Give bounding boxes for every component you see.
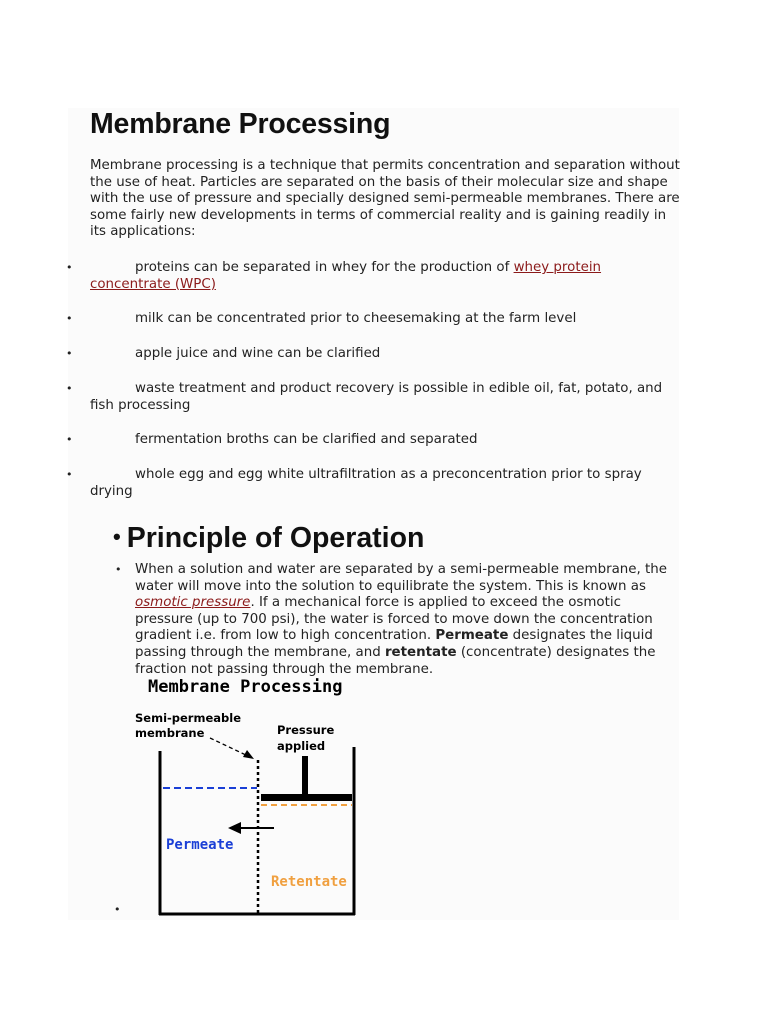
permeate-term: Permeate [435, 628, 509, 644]
flow-arrow-icon [228, 822, 241, 834]
bullet-icon: • [114, 903, 121, 916]
list-item [66, 346, 680, 363]
intro-paragraph: Membrane processing is a technique that permits concentration and separation without the use of heat. Particles are separated on the basis of their molecular size and shape with the use of pressure and specially designed semi-permeable membranes. There are some fairly new developments in terms of commercial reality and is gaining readily in its applications: [90, 158, 680, 240]
pressure-label-line2: applied [277, 739, 326, 753]
principle-heading: Principle of Operation [126, 522, 425, 554]
list-item [66, 311, 680, 328]
bullet-icon: • [66, 381, 73, 395]
list-item [66, 467, 680, 500]
principle-paragraph: • When a solution and water are separated by a semi-permeable membrane, the water will move into the solution to equilibrate the system. This is known as osmotic pressure. If a mechanical force is applied to exceed the osmotic pressure (up to 700 psi), the water is forced to move down the concentration gradient i.e. from low to high concentration. Permeate designates the liquid passing through the membrane, and retentate (concentrate) designates the fraction not passing through the membrane. [115, 562, 668, 677]
bullet-icon: • [66, 261, 73, 274]
membrane-pointer-line [210, 738, 248, 756]
membrane-label-line1: Semi-permeable [135, 711, 241, 725]
retentate-label: Retentate [271, 874, 347, 890]
list-item [66, 260, 680, 293]
membrane-label-line2: membrane [135, 726, 205, 740]
list-item-text: proteins can be separated in whey for the production of [135, 260, 514, 275]
list-item-text: waste treatment and product recovery is possible in edible oil, fat, potato, and fish processing [90, 380, 663, 413]
list-item-text: whole egg and egg white ultrafiltration as a preconcentration prior to spray drying [90, 467, 642, 499]
bullet-icon: • [113, 524, 121, 549]
list-item [66, 432, 680, 449]
osmotic-pressure-link[interactable]: osmotic pressure [135, 595, 251, 611]
membrane-diagram [130, 672, 380, 920]
bullet-icon: • [66, 433, 73, 447]
pressure-label-line1: Pressure [277, 723, 335, 737]
list-item [66, 380, 680, 414]
bullet-icon: • [66, 312, 73, 326]
list-item-text: milk can be concentrated prior to cheesemaking at the farm level [135, 311, 577, 327]
list-item-text: fermentation broths can be clarified and separated [135, 432, 478, 448]
applications-list [66, 260, 680, 518]
permeate-label: Permeate [166, 837, 234, 853]
list-item-text: apple juice and wine can be clarified [135, 346, 381, 362]
piston-plate [261, 794, 352, 801]
piston-rod [302, 756, 308, 796]
page-title: Membrane Processing [90, 108, 391, 140]
bullet-icon: • [66, 468, 73, 482]
whey-protein-link[interactable]: whey protein concentrate (WPC) [90, 260, 602, 292]
bullet-icon: • [115, 563, 122, 576]
retentate-term: retentate [384, 644, 457, 660]
principle-heading-row [113, 522, 424, 555]
bullet-icon: • [66, 347, 73, 361]
diagram-title: Membrane Processing [148, 677, 343, 697]
membrane-pointer-arrowhead [243, 750, 254, 759]
